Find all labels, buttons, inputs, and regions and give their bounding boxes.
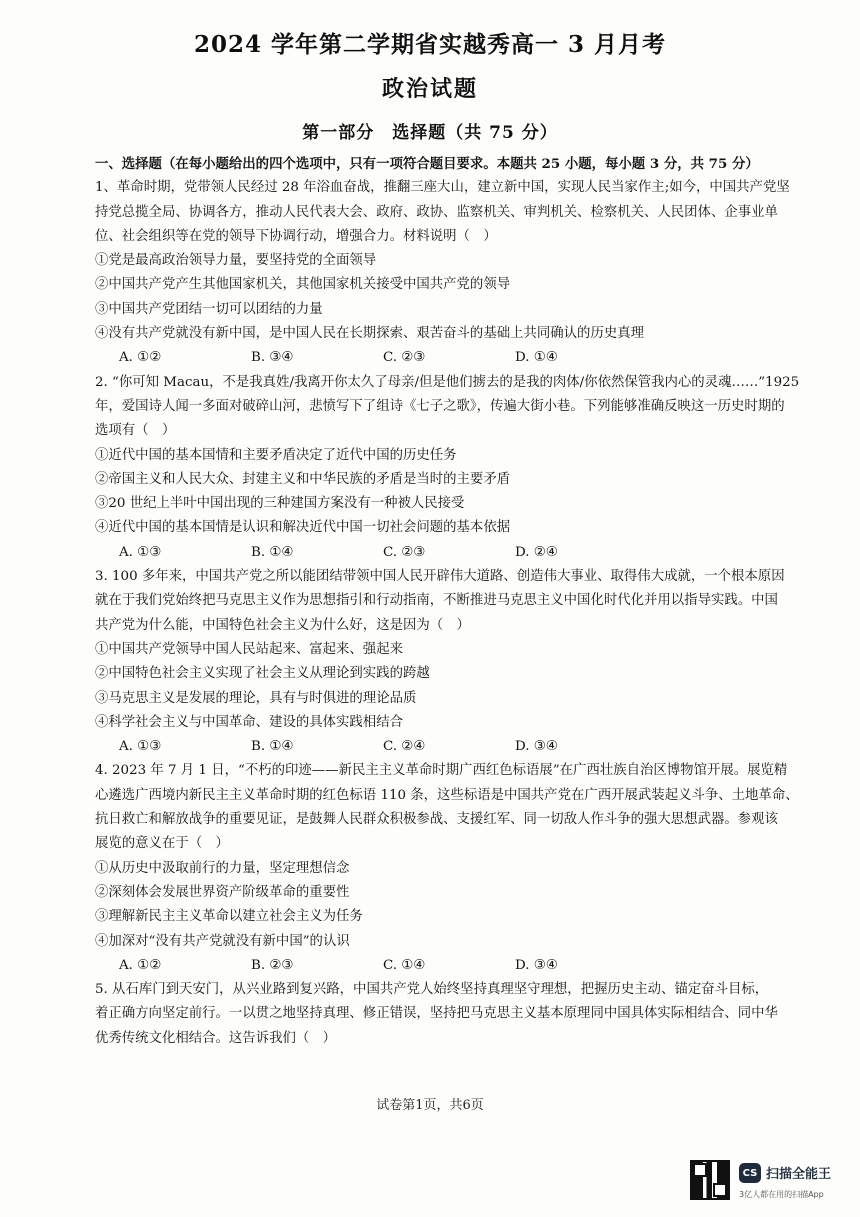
statement-item: ③理解新民主主义革命以建立社会主义为任务	[95, 909, 363, 925]
answer-option: A. ①②	[119, 957, 162, 973]
question-block	[95, 759, 803, 978]
answer-option: B. ①④	[251, 544, 294, 560]
page-footer: 试卷第1页，共6页	[376, 1098, 484, 1113]
question-block	[95, 565, 803, 759]
statement-item: ②深刻体会发展世界资产阶级革命的重要性	[95, 884, 350, 900]
question-stem-line: 选项有（ ）	[95, 423, 176, 439]
question-stem-line: 展览的意义在于（ ）	[95, 836, 229, 852]
answer-option: D. ③④	[515, 957, 558, 973]
qr-code-icon	[690, 1160, 730, 1200]
statement-item: ③马克思主义是发展的理论，具有与时俱进的理论品质	[95, 690, 417, 706]
answer-option: A. ①③	[119, 544, 162, 560]
question-stem-line: 心遴选广西境内新民主主义革命时期的红色标语 110 条，这些标语是中国共产党在广西开展武装起义斗争、土地革命、	[95, 787, 799, 803]
answer-option: B. ①④	[251, 739, 294, 755]
statement-item: ④科学社会主义与中国革命、建设的具体实践相结合	[95, 714, 403, 730]
answer-option: C. ①④	[383, 957, 426, 973]
camscanner-name: 扫描全能王	[766, 1167, 832, 1182]
camscanner-tagline: 3亿人都在用的扫描App	[739, 1190, 824, 1199]
statement-item: ①从历史中汲取前行的力量，坚定理想信念	[95, 860, 350, 876]
answer-option: D. ②④	[515, 544, 558, 560]
question-list	[95, 152, 803, 1051]
answer-option: D. ①④	[515, 350, 558, 366]
statement-item: ①中国共产党领导中国人民站起来、富起来、强起来	[95, 641, 403, 657]
question-stem-line: 持党总揽全局、协调各方，推动人民代表大会、政府、政协、监察机关、审判机关、检察机关、人民团体、企事业单	[95, 204, 778, 220]
exam-subject: 政治试题	[381, 76, 478, 102]
section-instructions: 一、选择题（在每小题给出的四个选项中，只有一项符合题目要求。本题共 25 小题，每小题 3 分，共 75 分）	[95, 156, 759, 172]
answer-option: B. ②③	[251, 957, 294, 973]
question-stem-line: 1、革命时期，党带领人民经过 28 年浴血奋战，推翻三座大山，建立新中国，实现人民当家作主;如今，中国共产党坚	[95, 180, 790, 196]
statement-item: ③中国共产党团结一切可以团结的力量	[95, 301, 323, 317]
answer-option: C. ②③	[383, 544, 426, 560]
statement-item: ②帝国主义和人民大众、封建主义和中华民族的矛盾是当时的主要矛盾	[95, 471, 511, 487]
question-stem-line: 4. 2023 年 7 月 1 日，“不朽的印迹——新民主主义革命时期广西红色标语展”在广西壮族自治区博物馆开展。展览精	[95, 763, 788, 779]
question-stem-line: 就在于我们党始终把马克思主义作为思想指引和行动指南，不断推进马克思主义中国化时代化并用以指导实践。中国	[95, 593, 778, 609]
question-stem-line: 5. 从石库门到天安门，从兴业路到复兴路，中国共产党人始终坚持真理坚守理想，把握历史主动、锚定奋斗目标，	[95, 982, 769, 998]
statement-item: ①党是最高政治领导力量，要坚持党的全面领导	[95, 253, 377, 269]
question-block	[95, 978, 803, 1051]
question-stem-line: 2. “你可知 Macau，不是我真姓/我离开你太久了母亲/但是他们掳去的是我的肉体/你依然保管我内心的灵魂……”1925	[95, 374, 800, 390]
answer-options	[95, 954, 803, 978]
answer-option: A. ①③	[119, 739, 162, 755]
statement-item: ④近代中国的基本国情是认识和解决近代中国一切社会问题的基本依据	[95, 520, 511, 536]
statement-item: ②中国共产党产生其他国家机关，其他国家机关接受中国共产党的领导	[95, 277, 511, 293]
statement-item: ④加深对“没有共产党就没有新中国”的认识	[95, 933, 350, 949]
answer-options	[95, 346, 803, 370]
question-block	[95, 176, 803, 370]
answer-options	[95, 541, 803, 565]
camscanner-logo-icon: CS	[739, 1163, 761, 1183]
answer-option: D. ③④	[515, 739, 558, 755]
statement-item: ④没有共产党就没有新中国，是中国人民在长期探索、艰苦奋斗的基础上共同确认的历史真理	[95, 326, 645, 342]
answer-options	[95, 735, 803, 759]
question-stem-line: 抗日救亡和解放战争的重要见证，是鼓舞人民群众积极参战、支援红军、同一切敌人作斗争的强大思想武器。参观该	[95, 812, 778, 828]
answer-option: C. ②③	[383, 350, 426, 366]
part-heading: 第一部分 选择题（共 75 分）	[302, 123, 558, 143]
exam-title: 2024 学年第二学期省实越秀高一 3 月月考	[193, 31, 667, 58]
statement-item: ②中国特色社会主义实现了社会主义从理论到实践的跨越	[95, 666, 430, 682]
question-stem-line: 优秀传统文化相结合。这告诉我们（ ）	[95, 1030, 337, 1046]
answer-option: A. ①②	[119, 350, 162, 366]
question-stem-line: 3. 100 多年来，中国共产党之所以能团结带领中国人民开辟伟大道路、创造伟大事业、取得伟大成就，一个根本原因	[95, 569, 785, 585]
question-block	[95, 371, 803, 565]
question-stem-line: 共产党为什么能，中国特色社会主义为什么好，这是因为（ ）	[95, 617, 470, 633]
question-stem-line: 着正确方向坚定前行。一以贯之地坚持真理、修正错误，坚持把马克思主义基本原理同中国具体实际相结合、同中华	[95, 1006, 778, 1022]
question-stem-line: 位、社会组织等在党的领导下协调行动，增强合力。材料说明（ ）	[95, 228, 497, 244]
answer-option: C. ②④	[383, 739, 426, 755]
statement-item: ①近代中国的基本国情和主要矛盾决定了近代中国的历史任务	[95, 447, 457, 463]
question-stem-line: 年，爱国诗人闻一多面对破碎山河，悲愤写下了组诗《七子之歌》，传遍大街小巷。下列能够准确反映这一历史时期的	[95, 398, 785, 414]
statement-item: ③20 世纪上半叶中国出现的三种建国方案没有一种被人民接受	[95, 496, 465, 512]
answer-option: B. ③④	[251, 350, 294, 366]
